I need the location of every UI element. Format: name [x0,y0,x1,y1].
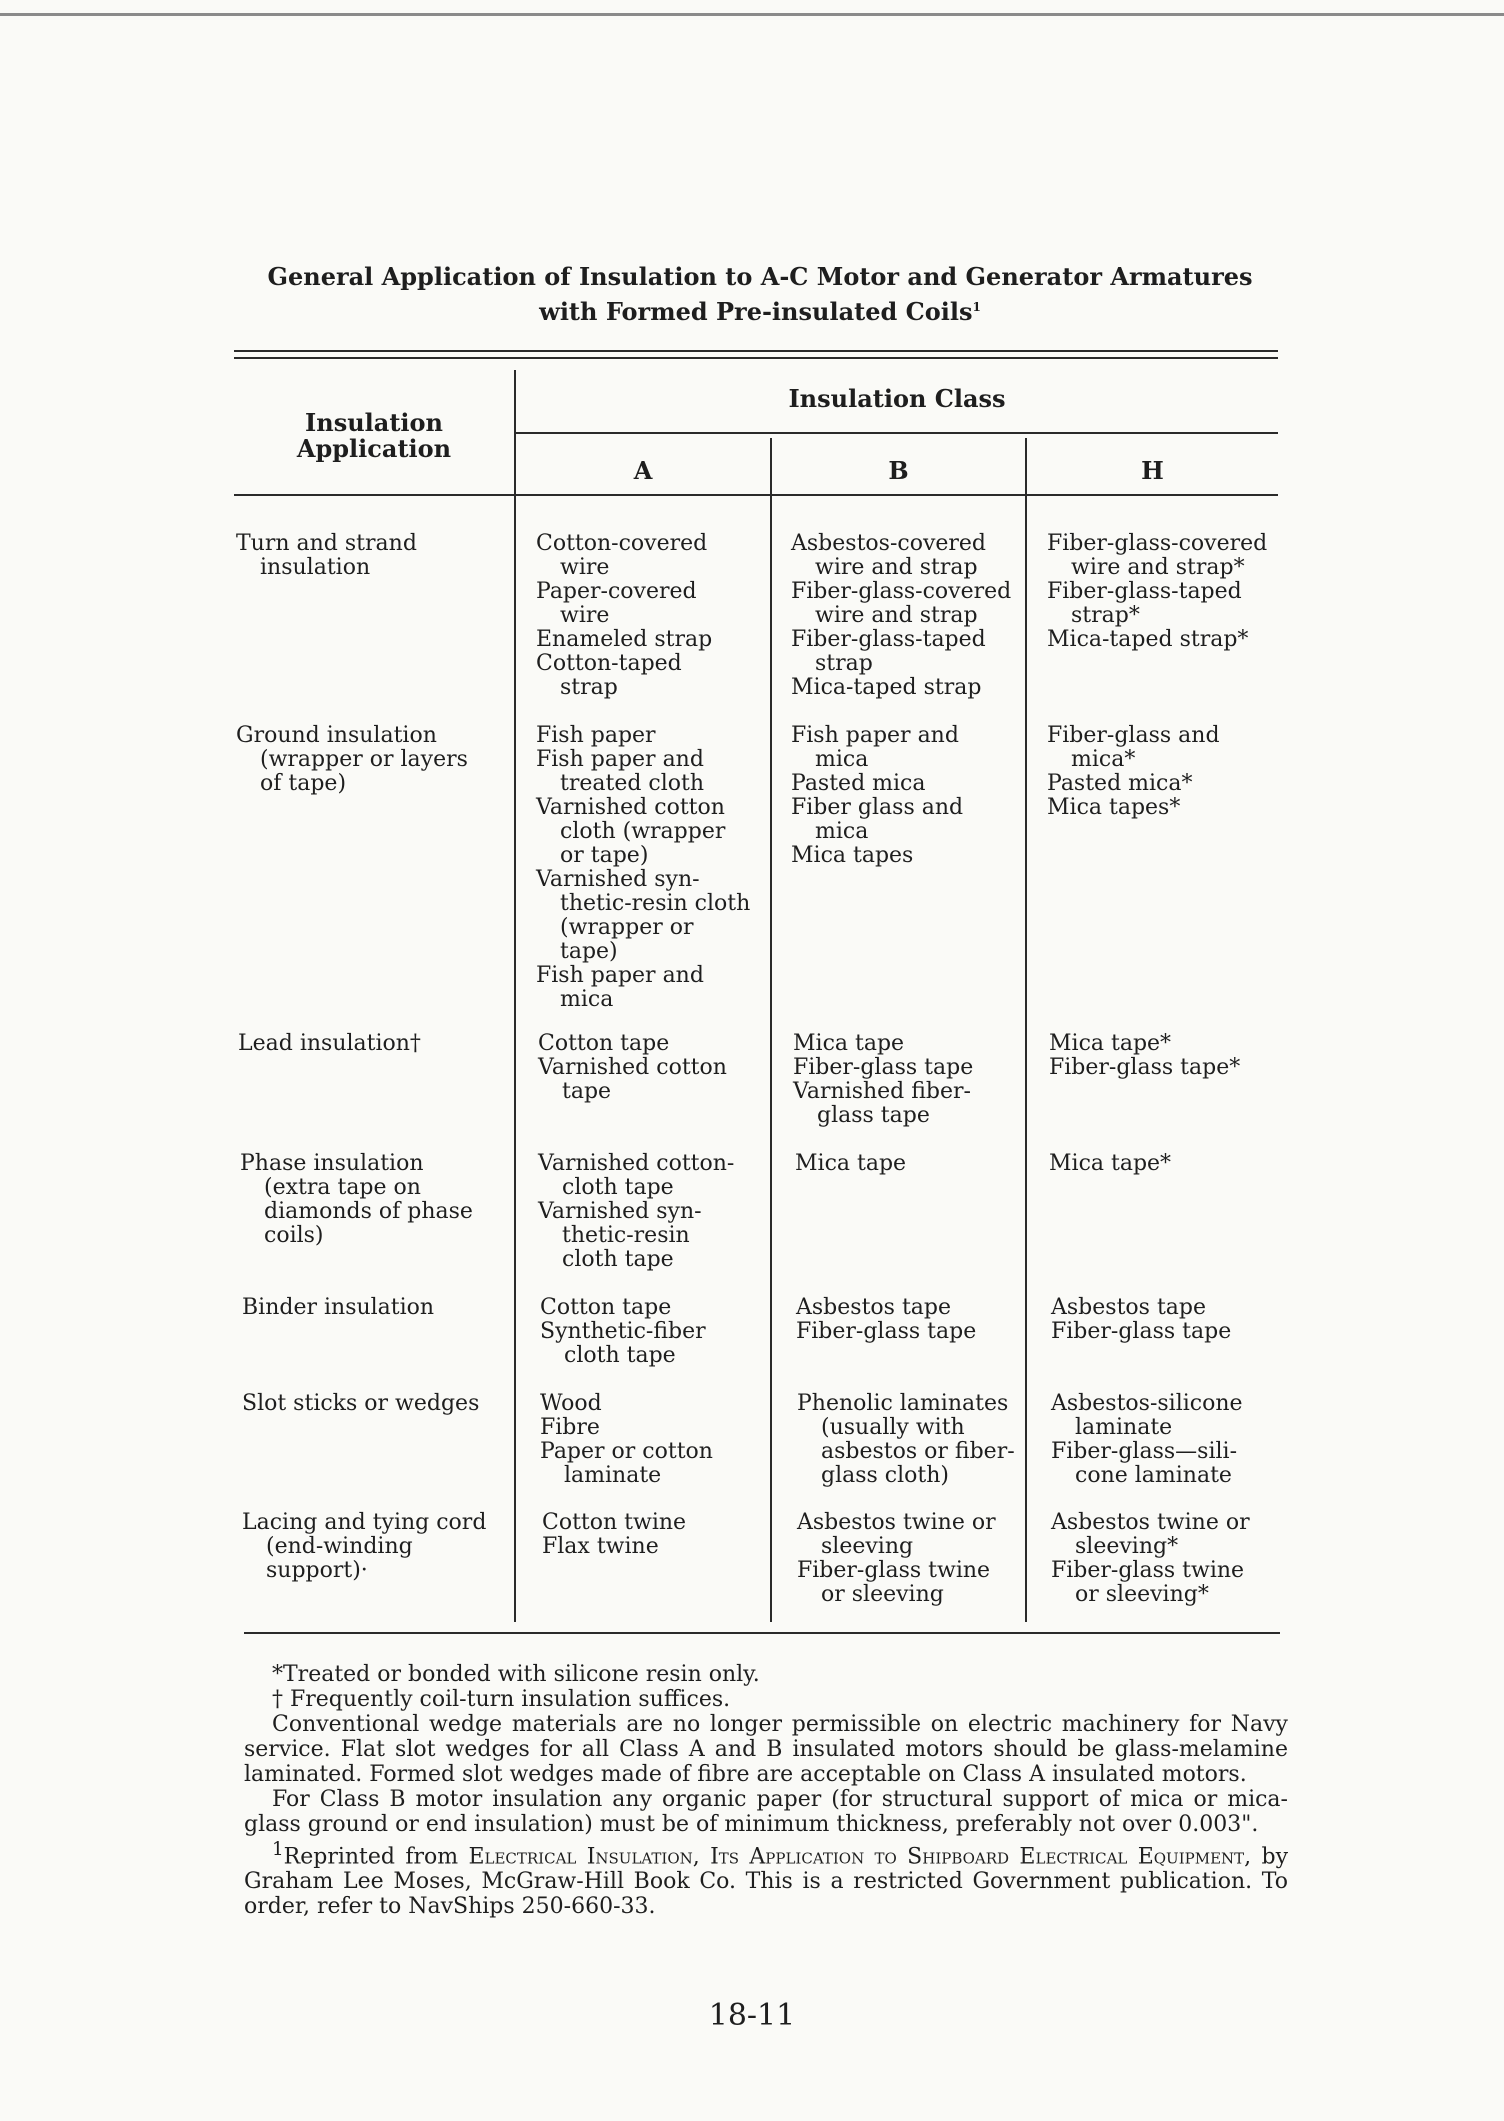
cell-line: Flax twine [542,1534,659,1559]
cell-line: sleeving* [1075,1534,1179,1559]
group-header-rule [516,432,1278,434]
table-title-line-1: General Application of Insulation to A-C Motor and Generator Armatures [267,262,1253,291]
cell-line: Pasted mica [791,771,926,796]
cell-line: Cotton-covered [536,531,708,556]
cell-line: Fish paper [536,723,656,748]
cell-line: Cotton twine [542,1510,687,1535]
cell-line: Asbestos tape [1051,1295,1206,1320]
cell-line: Fish paper and [791,723,959,748]
cell-line: mica [815,819,869,844]
cell-line: wire and strap [815,603,978,628]
table-row-7-application [242,1511,486,1583]
cell-line: Fiber-glass-taped [791,627,986,652]
cell-line: wire and strap [815,555,978,580]
cell-line: strap* [1071,603,1140,628]
cell-line: Varnished fiber- [793,1079,971,1104]
table-title [230,262,1290,327]
cell-line: Mica-taped strap [791,675,982,700]
cell-line: Mica tapes* [1047,795,1181,820]
cell-line: Mica-taped strap* [1047,627,1249,652]
row-header-line-2: Application [296,434,452,463]
cell-line: Varnished cotton- [538,1151,735,1176]
cell-line: coils) [264,1223,324,1248]
table-row-4-class-a [538,1152,734,1272]
cell-line: diamonds of phase [264,1199,473,1224]
note-dagger: † Frequently coil-turn insulation suffices. [272,1687,731,1712]
cell-line: thetic-resin [562,1223,690,1248]
cell-line: Lead insulation† [238,1031,421,1056]
cell-line: Fiber-glass tape [1051,1319,1232,1344]
table-notes [244,1662,1288,1919]
cell-line: cloth tape [564,1343,676,1368]
cell-line: Fiber-glass-covered [791,579,1012,604]
page-number: 18-11 [708,1998,796,2033]
table-row-7-class-a [542,1511,686,1559]
cell-line: mica [560,987,614,1012]
cell-line: Fiber-glass and [1047,723,1220,748]
table-row-5-class-h [1051,1296,1231,1344]
cell-line: Mica tape [795,1151,907,1176]
reprint-source-title: Electrical Insulation, Its Application to Shipboard Electrical Equipment [468,1844,1245,1870]
table-bottom-rule [244,1632,1280,1634]
cell-line: Lacing and tying cord [242,1510,487,1535]
cell-line: Paper-covered [536,579,697,604]
cell-line: or sleeving* [1075,1582,1209,1607]
table-top-rule-1 [234,350,1278,352]
cell-line: glass cloth) [821,1463,950,1488]
table-row-6-class-a [540,1392,713,1488]
cell-line: Turn and strand [236,531,417,556]
cell-line: Phenolic laminates [797,1391,1009,1416]
table-row-7-class-h [1051,1511,1250,1607]
note-class-b: For Class B motor insulation any organic paper (for structural support of mica or mica-glass ground or end insulation) must be of minimum thickness, preferably not over 0.003". [244,1787,1288,1837]
column-divider-application [514,370,516,1622]
column-header-b: B [888,456,909,485]
cell-line: thetic-resin cloth [560,891,751,916]
cell-line: strap [560,675,618,700]
cell-line: Fibre [540,1415,600,1440]
table-row-2-application [236,724,468,796]
cell-line: Enameled strap [536,627,713,652]
cell-line: Mica tape* [1049,1031,1172,1056]
column-divider-a-b [770,438,772,1622]
cell-line: Cotton tape [538,1031,670,1056]
table-row-1-class-a [536,532,712,700]
cell-line: insulation [260,555,371,580]
column-divider-b-h [1025,438,1027,1622]
table-row-2-class-a [536,724,750,1012]
cell-line: cone laminate [1075,1463,1232,1488]
header-bottom-rule [234,494,1278,496]
table-row-7-class-b [797,1511,996,1607]
cell-line: Phase insulation [240,1151,424,1176]
column-header-a: A [633,456,653,485]
cell-line: or tape) [560,843,649,868]
cell-line: glass tape [817,1103,930,1128]
cell-line: wire and strap* [1071,555,1245,580]
cell-line: sleeving [821,1534,914,1559]
cell-line: of tape) [260,771,347,796]
cell-line: Mica tape* [1049,1151,1172,1176]
cell-line: laminate [564,1463,662,1488]
cell-line: Cotton tape [540,1295,672,1320]
table-row-2-class-b [791,724,963,868]
cell-line: wire [560,555,610,580]
cell-line: Asbestos-silicone [1051,1391,1243,1416]
table-row-1-class-h [1047,532,1267,652]
cell-line: Fiber-glass—sili- [1051,1439,1238,1464]
cell-line: Fish paper and [536,963,704,988]
column-header-h: H [1141,456,1164,485]
cell-line: strap [815,651,873,676]
cell-line: cloth tape [562,1247,674,1272]
note-reprint: $^1$Reprinted from Electrical Insulation, Its Application to Shipboard Electrical Equipment, by Graham Lee Moses, McGraw-Hill Book Co. This is a restricted Government publication. To order, refer to NavShips 250-660-33. [244,1839,1288,1920]
cell-line: (wrapper or layers [260,747,468,772]
row-header [234,410,514,462]
table-row-3-class-a [538,1032,727,1104]
table-row-5-class-a [540,1296,706,1368]
cell-line: mica* [1071,747,1136,772]
cell-line: Pasted mica* [1047,771,1193,796]
table-row-4-class-b [795,1152,906,1176]
cell-line: (usually with [821,1415,965,1440]
cell-line: Asbestos tape [796,1295,951,1320]
cell-line: Varnished cotton [536,795,725,820]
cell-line: Cotton-taped [536,651,682,676]
table-row-6-class-h [1051,1392,1243,1488]
cell-line: laminate [1075,1415,1173,1440]
cell-line: Wood [540,1391,602,1416]
cell-line: (extra tape on [264,1175,421,1200]
cell-line: Binder insulation [242,1295,435,1320]
cell-line: Fiber-glass-covered [1047,531,1268,556]
cell-line: wire [560,603,610,628]
cell-line: Mica tapes [791,843,914,868]
table-row-5-class-b [796,1296,976,1344]
cell-line: Fiber-glass twine [797,1558,991,1583]
note-star: *Treated or bonded with silicone resin only. [272,1662,760,1687]
reprint-footnote-mark: 1 [272,1839,284,1860]
cell-line: asbestos or fiber- [821,1439,1015,1464]
cell-line: Varnished syn- [536,867,700,892]
scan-top-edge [0,13,1504,16]
cell-line: or sleeving [821,1582,944,1607]
cell-line: Asbestos twine or [797,1510,996,1535]
cell-line: Fiber glass and [791,795,964,820]
table-row-3-class-b [793,1032,973,1128]
table-row-6-class-b [797,1392,1015,1488]
cell-line: tape) [560,939,618,964]
cell-line: Ground insulation [236,723,437,748]
cell-line: Fiber-glass tape [793,1055,974,1080]
cell-line: Fish paper and [536,747,704,772]
note-wedges: Conventional wedge materials are no longer permissible on electric machinery for Navy service. Flat slot wedges for all Class A and B insulated motors should be glass-melamine laminated. Formed slot wedges made of fibre are acceptable on Class A insulated motors. [244,1712,1288,1787]
cell-line: Fiber-glass tape [796,1319,977,1344]
cell-line: Varnished syn- [538,1199,702,1224]
table-row-3-class-h [1049,1032,1240,1080]
table-row-1-class-b [791,532,1011,700]
table-title-line-2: with Formed Pre-insulated Coils$^1$ [539,297,981,326]
cell-line: Fiber-glass twine [1051,1558,1245,1583]
table-row-2-class-h [1047,724,1220,820]
cell-line: cloth tape [562,1175,674,1200]
row-header-line-1: Insulation [305,408,443,437]
group-header: Insulation Class [788,384,1006,413]
cell-line: (wrapper or [560,915,694,940]
table-row-6-application [242,1392,479,1416]
cell-line: Asbestos twine or [1051,1510,1250,1535]
table-row-5-application [242,1296,434,1320]
cell-line: Slot sticks or wedges [242,1391,480,1416]
title-footnote-mark: 1 [972,300,981,314]
cell-line: treated cloth [560,771,705,796]
cell-line: Asbestos-covered [791,531,987,556]
table-top-rule-2 [234,357,1278,359]
table-row-4-application [240,1152,473,1248]
cell-line: Varnished cotton [538,1055,727,1080]
cell-line: Fiber-glass-taped [1047,579,1242,604]
cell-line: cloth (wrapper [560,819,726,844]
cell-line: support)· [266,1558,368,1583]
cell-line: Synthetic-fiber [540,1319,706,1344]
cell-line: mica [815,747,869,772]
table-row-1-application [236,532,417,580]
cell-line: Mica tape [793,1031,905,1056]
cell-line: Fiber-glass tape* [1049,1055,1241,1080]
table-row-3-application [238,1032,421,1056]
cell-line: tape [562,1079,612,1104]
table-row-4-class-h [1049,1152,1171,1176]
cell-line: Paper or cotton [540,1439,713,1464]
cell-line: (end-winding [266,1534,413,1559]
